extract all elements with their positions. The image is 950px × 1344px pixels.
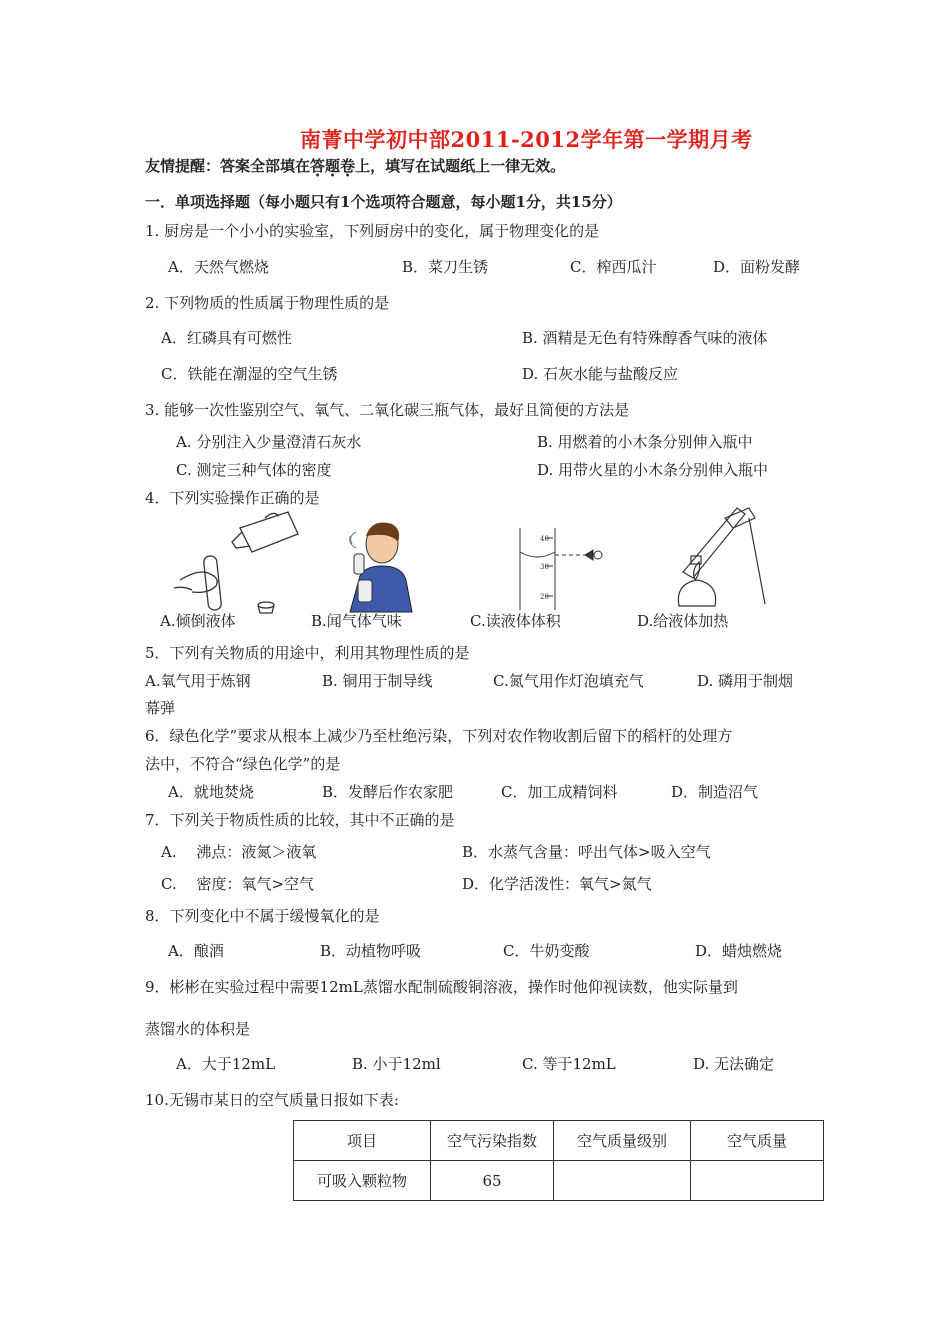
question-5-option-c: C.氮气用作灯泡填充气 — [493, 672, 644, 690]
smelling-gas-figure — [330, 514, 430, 614]
figure-c-caption: C.读液体体积 — [470, 612, 561, 630]
question-8-option-c: C．牛奶变酸 — [503, 942, 590, 960]
question-9-option-b: B. 小于12ml — [352, 1055, 441, 1073]
question-2-stem: 2. 下列物质的性质属于物理性质的是 — [145, 294, 390, 312]
scale-label-30: 30 — [540, 563, 549, 571]
question-1-stem: 1. 厨房是一个小小的实验室，下列厨房中的变化，属于物理变化的是 — [145, 222, 600, 240]
question-6-option-a: A．就地焚烧 — [168, 783, 254, 801]
question-5-option-d-continued: 幕弹 — [145, 699, 176, 717]
question-9-stem-line-1: 9．彬彬在实验过程中需要12mL蒸馏水配制硫酸铜溶液，操作时他仰视读数，他实际量到 — [145, 978, 738, 996]
question-1-option-d: D．面粉发酵 — [713, 258, 801, 276]
question-5-option-a: A.氧气用于炼钢 — [145, 672, 251, 690]
scale-label-20: 20 — [540, 593, 549, 601]
question-3-stem: 3. 能够一次性鉴别空气、氧气、二氧化碳三瓶气体，最好且简便的方法是 — [145, 401, 630, 419]
question-8-stem: 8．下列变化中不属于缓慢氧化的是 — [145, 907, 380, 925]
page-title: 南菁中学初中部2011-2012学年第一学期月考 — [300, 127, 753, 152]
question-9-stem-line-2: 蒸馏水的体积是 — [145, 1020, 251, 1038]
question-8-option-b: B．动植物呼吸 — [320, 942, 422, 960]
question-6-option-d: D．制造沼气 — [671, 783, 759, 801]
question-7-option-a: A. 沸点：液氮＞液氧 — [161, 843, 317, 861]
question-10-stem: 10.无锡市某日的空气质量日报如下表: — [145, 1091, 399, 1109]
question-3-option-d: D. 用带火星的小木条分别伸入瓶中 — [537, 461, 769, 479]
figure-b-caption: B.闻气体气味 — [311, 612, 402, 630]
graduated-cylinder-figure — [505, 524, 615, 614]
question-5-option-b: B. 铜用于制导线 — [322, 672, 433, 690]
table-cell — [691, 1161, 824, 1201]
table-header-cell: 项目 — [294, 1121, 431, 1161]
table-cell — [554, 1161, 691, 1201]
question-9-option-d: D. 无法确定 — [693, 1055, 775, 1073]
question-9-option-c: C. 等于12mL — [522, 1055, 616, 1073]
question-7-option-d: D．化学活泼性：氧气>氮气 — [462, 875, 652, 893]
table-header-cell: 空气污染指数 — [431, 1121, 554, 1161]
notice-prefix: 友情提醒：答案全部填在 — [145, 157, 311, 175]
question-2-option-b: B. 酒精是无色有特殊醇香气味的液体 — [522, 329, 768, 347]
question-3-option-a: A. 分别注入少量澄清石灰水 — [176, 433, 362, 451]
question-6-option-b: B．发酵后作农家肥 — [322, 783, 454, 801]
question-7-option-b: B．水蒸气含量：呼出气体>吸入空气 — [462, 843, 711, 861]
question-5-option-d: D. 磷用于制烟 — [697, 672, 794, 690]
table-row — [294, 1161, 824, 1201]
table-header-cell: 空气质量级别 — [554, 1121, 691, 1161]
question-3-option-b: B. 用燃着的小木条分别伸入瓶中 — [537, 433, 753, 451]
figure-d-caption: D.给液体加热 — [637, 612, 729, 630]
question-6-option-c: C．加工成精饲料 — [501, 783, 618, 801]
table-cell: 可吸入颗粒物 — [294, 1161, 431, 1201]
question-3-option-c: C. 测定三种气体的密度 — [176, 461, 332, 479]
notice-suffix: 上，填写在试题纸上一律无效。 — [355, 157, 566, 175]
question-2-option-c: C．铁能在潮湿的空气生锈 — [161, 365, 338, 383]
section-heading: 一．单项选择题（每小题只有1个选项符合题意，每小题1分，共15分） — [145, 193, 622, 211]
notice — [145, 155, 565, 176]
question-1-option-a: A．天然气燃烧 — [168, 258, 269, 276]
question-6-stem-line-2: 法中，不符合“绿色化学”的是 — [145, 755, 341, 773]
question-2-option-a: A．红磷具有可燃性 — [161, 329, 292, 347]
pouring-liquid-figure — [170, 508, 310, 616]
question-4-stem: 4．下列实验操作正确的是 — [145, 489, 320, 507]
figure-a-caption: A.倾倒液体 — [160, 612, 236, 630]
question-1-option-c: C．榨西瓜汁 — [570, 258, 657, 276]
question-9-option-a: A．大于12mL — [176, 1055, 276, 1073]
table-header-cell: 空气质量 — [691, 1121, 824, 1161]
table-cell: 65 — [431, 1161, 554, 1201]
heating-liquid-figure — [665, 500, 775, 612]
question-6-stem-line-1: 6．绿色化学”要求从根本上减少乃至杜绝污染，下列对农作物收割后留下的稻杆的处理方 — [145, 727, 733, 745]
notice-emphasis-3: 卷 — [340, 157, 356, 175]
question-7-stem: 7．下列关于物质性质的比较，其中不正确的是 — [145, 811, 455, 829]
question-5-stem: 5．下列有关物质的用途中，利用其物理性质的是 — [145, 644, 470, 662]
question-1-option-b: B．菜刀生锈 — [402, 258, 489, 276]
question-2-option-d: D. 石灰水能与盐酸反应 — [522, 365, 679, 383]
air-quality-table — [293, 1120, 824, 1201]
notice-emphasis-1: 答 — [310, 157, 326, 175]
scale-label-40: 40 — [540, 535, 549, 543]
notice-emphasis-2: 题 — [325, 157, 341, 175]
question-7-option-c: C. 密度：氧气>空气 — [161, 875, 315, 893]
question-8-option-a: A．酿酒 — [168, 942, 224, 960]
question-8-option-d: D．蜡烛燃烧 — [695, 942, 783, 960]
table-header-row — [294, 1121, 824, 1161]
